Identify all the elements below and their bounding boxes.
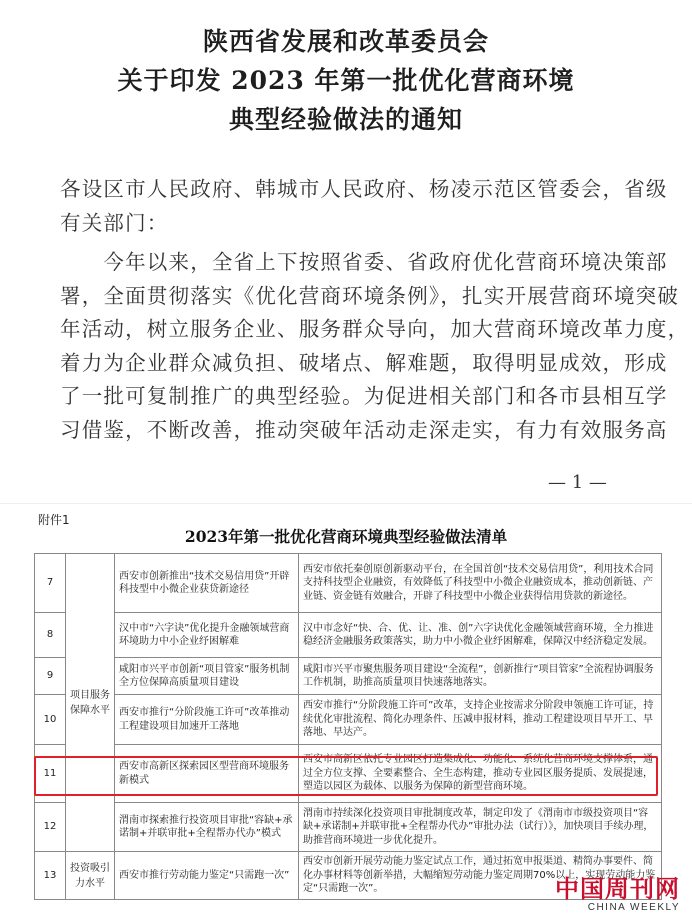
practice-name: 渭南市探索推行投资项目审批“容缺+承诺制+并联审批+全程帮办代办”模式 [115,803,299,852]
category-project: 项目服务保障水平 [70,689,110,716]
practice-description: 汉中市念好“快、合、优、让、准、创”六字诀优化金融领域营商环境，全力推进稳经济金融服务政策落实，助力中小微企业纾困解难，保障汉中经济稳定发展。 [299,613,662,658]
category-cell-investment [66,852,115,900]
table-row [35,695,662,745]
salutation-line1: 各设区市人民政府、韩城市人民政府、杨凌示范区管委会，省级 [60,177,668,201]
body-line: 署，全面贯彻落实《优化营商环境条例》，扎实开展营商环境突破 [60,283,680,308]
page-divider [0,503,692,504]
practice-name: 西安市高新区探索园区型营商环境服务新模式 [115,745,299,803]
practice-description: 西安市创新开展劳动能力鉴定试点工作，通过拓宽申报渠道、精简办事要件、简化办事材料等创新举措，大幅缩短劳动能力鉴定周期70%以上，实现劳动能力鉴定“只需跑一次”。 [299,852,662,900]
page-number: — 1 — [548,472,607,493]
attachment-title: 2023年第一批优化营商环境典型经验做法清单 [184,527,508,546]
table-row [35,658,662,695]
row-number: 12 [35,803,66,852]
doc-title-line2: 关于印发 2023 年第一批优化营商环境 [117,66,575,95]
practice-name: 西安市推行劳动能力鉴定“只需跑一次” [115,852,299,900]
row-number: 11 [35,745,66,803]
salutation-line2: 有关部门： [60,210,169,235]
attachment-label: 附件1 [38,513,70,527]
watermark-en: CHINA WEEKLY [587,902,680,913]
practice-description: 渭南市持续深化投资项目审批制度改革，制定印发了《渭南市市级投资项目“容缺+承诺制+并联审批+全程帮办代办”审批办法（试行）》，加快项目手续办理，助推营商环境进一步优化提升。 [299,803,662,852]
practice-name: 咸阳市兴平市创新“项目管家”服务机制全方位保障高质量项目建设 [115,658,299,695]
row-number: 7 [35,554,66,613]
body-line: 今年以来，全省上下按照省委、省政府优化营商环境决策部 [60,250,668,274]
doc-title-line1: 陕西省发展和改革委员会 [202,27,489,56]
doc-title-line3: 典型经验做法的通知 [228,105,463,134]
practice-description: 西安市推行“分阶段施工许可”改革，支持企业按需求分阶段申领施工许可证，持续优化审批流程、简化办理条件、压减申报材料，推动工程建设项目早开工、早落地、早达产。 [299,695,662,745]
table-row [35,554,662,613]
row-number: 10 [35,695,66,745]
table-row [35,613,662,658]
practice-name: 汉中市“六字诀”优化提升金融领域营商环境助力中小企业纾困解难 [115,613,299,658]
row-number: 8 [35,613,66,658]
watermark-cn: 中国周刊网 [555,874,680,903]
row-number: 13 [35,852,66,900]
table-row [35,803,662,852]
practice-name: 西安市创新推出“技术交易信用贷”开辟科技型中小微企业获贷新途径 [115,554,299,613]
body-line: 习借鉴，不断改善，推动突破年活动走深走实，有力有效服务高 [60,417,668,442]
category-investment: 投资吸引力水平 [70,862,110,889]
row-number: 9 [35,658,66,695]
body-paragraph [60,246,690,447]
salutation [60,173,668,240]
category-cell-project [66,554,115,852]
practice-name: 西安市推行“分阶段施工许可”改革推动工程建设项目加速开工落地 [115,695,299,745]
practice-description: 西安市依托秦创原创新驱动平台，在全国首创“技术交易信用贷”，利用技术合同支持科技型企业融资，有效降低了科技型中小微企业融资成本，推动创新链、产业链、资金链有效融合，开辟了科技型中小微企业获得信用贷款的新途径。 [299,554,662,613]
practice-description: 西安市高新区依托专业园区打造集成化、功能化、系统化营商环境支撑体系，通过全方位支撑、全要素整合、全生态构建，推动专业园区服务提质、发展提速，塑造以园区为载体、以服务为保障的新型营商环境。 [299,745,662,803]
body-line: 着力为企业群众减负担、破堵点、解难题，取得明显成效，形成 [60,350,668,375]
highlight-box [34,756,658,796]
practice-description: 咸阳市兴平市聚焦服务项目建设“全流程”，创新推行“项目管家”全流程协调服务工作机制，助推高质量项目快速落地落实。 [299,658,662,695]
body-line: 了一批可复制推广的典型经验。为促进相关部门和各市县相互学 [60,384,668,408]
body-line: 年活动，树立服务企业、服务群众导向，加大营商环境改革力度， [60,317,690,341]
practices-table [34,553,662,900]
watermark [555,869,680,913]
